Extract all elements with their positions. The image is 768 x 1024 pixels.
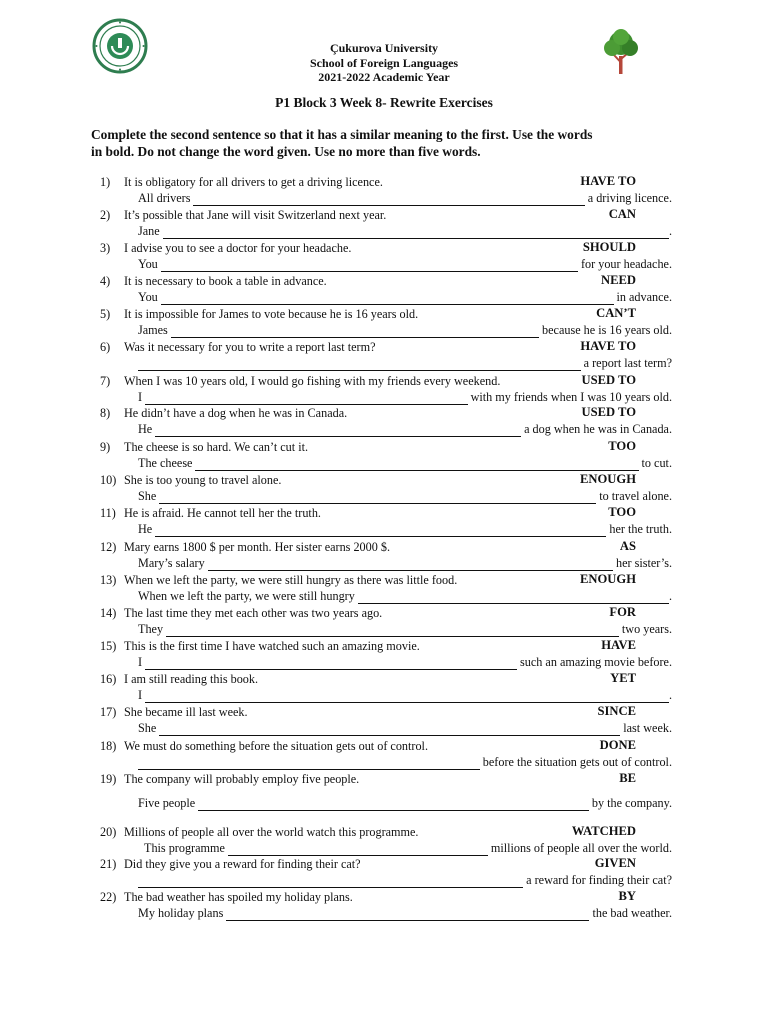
key-word: SHOULD [582, 240, 636, 254]
key-word: HAVE TO [580, 339, 636, 353]
exercise-item [0, 406, 768, 440]
answer-line [138, 191, 672, 206]
exercise-item [0, 208, 768, 242]
exercise-item [0, 540, 768, 574]
exercise-item [0, 771, 768, 810]
answer-prefix: They [138, 622, 164, 636]
school-name: School of Foreign Languages [309, 55, 459, 70]
answer-suffix: because he is 16 years old. [542, 323, 672, 337]
original-sentence: Mary earns 1800 $ per month. Her sister earns 2000 $. [124, 540, 391, 554]
answer-suffix: . [668, 688, 672, 702]
answer-line [138, 290, 672, 305]
answer-line [138, 755, 672, 770]
answer-prefix: I [138, 688, 143, 702]
answer-blank[interactable] [155, 524, 606, 537]
key-word: ENOUGH [580, 572, 636, 586]
answer-line [138, 422, 672, 437]
exercise-number: 21) [100, 857, 117, 871]
answer-line [138, 721, 672, 736]
answer-blank[interactable] [163, 226, 669, 239]
original-sentence: The bad weather has spoiled my holiday plans. [124, 890, 353, 904]
key-word: HAVE [601, 638, 636, 652]
answer-line [138, 688, 672, 703]
exercise-number: 1) [100, 175, 111, 189]
exercise-item [0, 705, 768, 739]
answer-blank[interactable] [138, 757, 480, 770]
university-name: Çukurova University [329, 41, 439, 55]
answer-line [138, 356, 672, 371]
answer-suffix: to travel alone. [599, 489, 672, 503]
answer-line [138, 522, 672, 537]
key-word: TOO [608, 505, 636, 519]
answer-blank[interactable] [159, 723, 620, 736]
answer-blank[interactable] [228, 843, 488, 856]
answer-prefix: He [138, 522, 153, 536]
key-word: DONE [599, 738, 636, 752]
answer-blank[interactable] [358, 591, 669, 604]
key-word: SINCE [597, 704, 636, 718]
answer-suffix: the bad weather. [592, 906, 672, 920]
original-sentence: I advise you to see a doctor for your headache. [124, 241, 352, 255]
answer-blank[interactable] [145, 690, 669, 703]
answer-line [138, 556, 672, 571]
original-sentence: Did they give you a reward for finding their cat? [124, 857, 361, 871]
original-sentence: He didn’t have a dog when he was in Canada. [124, 406, 348, 420]
key-word: BE [619, 771, 636, 785]
exercise-item [0, 274, 768, 308]
key-word: CAN’T [596, 306, 636, 320]
exercise-number: 7) [100, 374, 111, 388]
key-word: USED TO [581, 373, 636, 387]
exercise-number: 15) [100, 639, 117, 653]
answer-prefix: When we left the party, we were still hungry [138, 589, 355, 603]
answer-blank[interactable] [138, 358, 581, 371]
original-sentence: It is obligatory for all drivers to get a driving licence. [124, 175, 383, 189]
answer-line [138, 323, 672, 338]
exercise-item [0, 307, 768, 341]
answer-line [138, 796, 672, 811]
exercise-item [0, 175, 768, 209]
answer-prefix: My holiday plans [138, 906, 224, 920]
answer-suffix: two years. [621, 622, 672, 636]
answer-prefix: She [138, 721, 157, 735]
exercise-number: 9) [100, 440, 111, 454]
key-word: CAN [608, 207, 636, 221]
exercise-number: 8) [100, 406, 111, 420]
answer-suffix: last week. [623, 721, 672, 735]
answer-suffix: for your headache. [580, 257, 672, 271]
instructions-line-2: in bold. Do not change the word given. Use no more than five words. [91, 144, 481, 159]
answer-blank[interactable] [161, 259, 578, 272]
exercise-number: 3) [100, 241, 111, 255]
answer-suffix: her sister’s. [616, 556, 672, 570]
exercise-item [0, 374, 768, 408]
answer-line [138, 906, 672, 921]
answer-blank[interactable] [226, 908, 589, 921]
exercise-item [0, 573, 768, 607]
original-sentence: Millions of people all over the world watch this programme. [124, 825, 419, 839]
key-word: GIVEN [594, 856, 636, 870]
answer-suffix: a dog when he was in Canada. [524, 422, 672, 436]
answer-suffix: in advance. [616, 290, 672, 304]
exercise-item [0, 241, 768, 275]
key-word: YET [610, 671, 636, 685]
exercise-number: 14) [100, 606, 117, 620]
answer-blank[interactable] [159, 491, 596, 504]
answer-blank[interactable] [138, 875, 523, 888]
answer-suffix: . [668, 589, 672, 603]
exercise-number: 20) [100, 825, 117, 839]
key-word: TOO [608, 439, 636, 453]
answer-line [138, 390, 672, 405]
exercise-number: 6) [100, 340, 111, 354]
exercise-item [0, 506, 768, 540]
exercise-item [0, 825, 768, 859]
page-title: P1 Block 3 Week 8- Rewrite Exercises [275, 95, 493, 110]
answer-blank[interactable] [145, 392, 468, 405]
exercise-number: 11) [100, 506, 116, 520]
answer-blank[interactable] [195, 458, 638, 471]
answer-suffix: millions of people all over the world. [490, 841, 672, 855]
answer-blank[interactable] [198, 798, 589, 811]
answer-blank[interactable] [145, 657, 517, 670]
answer-suffix: before the situation gets out of control. [482, 755, 672, 769]
answer-blank[interactable] [171, 325, 539, 338]
original-sentence: This is the first time I have watched such an amazing movie. [124, 639, 420, 653]
answer-line [138, 224, 672, 239]
answer-line [138, 456, 672, 471]
exercise-item [0, 739, 768, 773]
answer-prefix: All drivers [138, 191, 191, 205]
key-word: FOR [609, 605, 636, 619]
academic-year: 2021-2022 Academic Year [318, 70, 450, 84]
exercise-number: 5) [100, 307, 111, 321]
original-sentence: She is too young to travel alone. [124, 473, 282, 487]
exercise-item [0, 473, 768, 507]
original-sentence: When we left the party, we were still hungry as there was little food. [124, 573, 458, 587]
key-word: ENOUGH [580, 472, 636, 486]
answer-prefix: Mary’s salary [138, 556, 205, 570]
answer-suffix: to cut. [641, 456, 672, 470]
exercise-number: 19) [100, 772, 117, 786]
exercise-item [0, 639, 768, 673]
answer-suffix: her the truth. [609, 522, 672, 536]
answer-line [138, 873, 672, 888]
exercise-number: 18) [100, 739, 117, 753]
answer-suffix: by the company. [591, 796, 672, 810]
key-word: HAVE TO [580, 174, 636, 188]
original-sentence: He is afraid. He cannot tell her the truth. [124, 506, 321, 520]
answer-blank[interactable] [208, 558, 613, 571]
exercise-item [0, 606, 768, 640]
answer-prefix: Five people [138, 796, 196, 810]
answer-blank[interactable] [193, 193, 584, 206]
original-sentence: Was it necessary for you to write a report last term? [124, 340, 376, 354]
original-sentence: It is necessary to book a table in advance. [124, 274, 327, 288]
answer-suffix: a report last term? [583, 356, 672, 370]
exercise-number: 4) [100, 274, 111, 288]
answer-suffix: a reward for finding their cat? [526, 873, 672, 887]
key-word: USED TO [581, 405, 636, 419]
answer-suffix: . [668, 224, 672, 238]
answer-prefix: She [138, 489, 157, 503]
key-word: NEED [601, 273, 636, 287]
exercise-item [0, 672, 768, 706]
exercise-item [0, 440, 768, 474]
answer-blank[interactable] [155, 424, 521, 437]
original-sentence: She became ill last week. [124, 705, 248, 719]
answer-prefix: The cheese [138, 456, 193, 470]
answer-line [138, 589, 672, 604]
answer-prefix: You [138, 290, 158, 304]
exercise-item [0, 857, 768, 891]
exercise-number: 16) [100, 672, 117, 686]
answer-prefix: I [138, 655, 143, 669]
exercise-number: 10) [100, 473, 117, 487]
key-word: BY [618, 889, 636, 903]
key-word: WATCHED [571, 824, 636, 838]
answer-prefix: Jane [138, 224, 160, 238]
answer-line [138, 489, 672, 504]
original-sentence: We must do something before the situation gets out of control. [124, 739, 428, 753]
exercise-number: 22) [100, 890, 117, 904]
exercise-item [0, 340, 768, 374]
exercise-item [0, 890, 768, 924]
answer-blank[interactable] [166, 624, 619, 637]
answer-prefix: You [138, 257, 158, 271]
answer-suffix: with my friends when I was 10 years old. [470, 390, 672, 404]
instructions-line-1: Complete the second sentence so that it has a similar meaning to the first. Use the words [91, 127, 593, 142]
answer-line [144, 841, 672, 856]
exercise-number: 17) [100, 705, 117, 719]
answer-suffix: a driving licence. [587, 191, 672, 205]
original-sentence: The last time they met each other was two years ago. [124, 606, 383, 620]
answer-prefix: This programme [144, 841, 225, 855]
original-sentence: The cheese is so hard. We can’t cut it. [124, 440, 309, 454]
original-sentence: It is impossible for James to vote because he is 16 years old. [124, 307, 419, 321]
original-sentence: I am still reading this book. [124, 672, 259, 686]
exercise-number: 13) [100, 573, 117, 587]
exercise-number: 12) [100, 540, 117, 554]
original-sentence: When I was 10 years old, I would go fishing with my friends every weekend. [124, 374, 501, 388]
original-sentence: The company will probably employ five people. [124, 772, 360, 786]
answer-line [138, 622, 672, 637]
answer-line [138, 257, 672, 272]
key-word: AS [619, 539, 636, 553]
answer-prefix: I [138, 390, 143, 404]
answer-prefix: He [138, 422, 153, 436]
answer-blank[interactable] [161, 292, 614, 305]
answer-line [138, 655, 672, 670]
answer-prefix: James [138, 323, 168, 337]
original-sentence: It’s possible that Jane will visit Switzerland next year. [124, 208, 387, 222]
exercise-number: 2) [100, 208, 111, 222]
answer-suffix: such an amazing movie before. [520, 655, 672, 669]
